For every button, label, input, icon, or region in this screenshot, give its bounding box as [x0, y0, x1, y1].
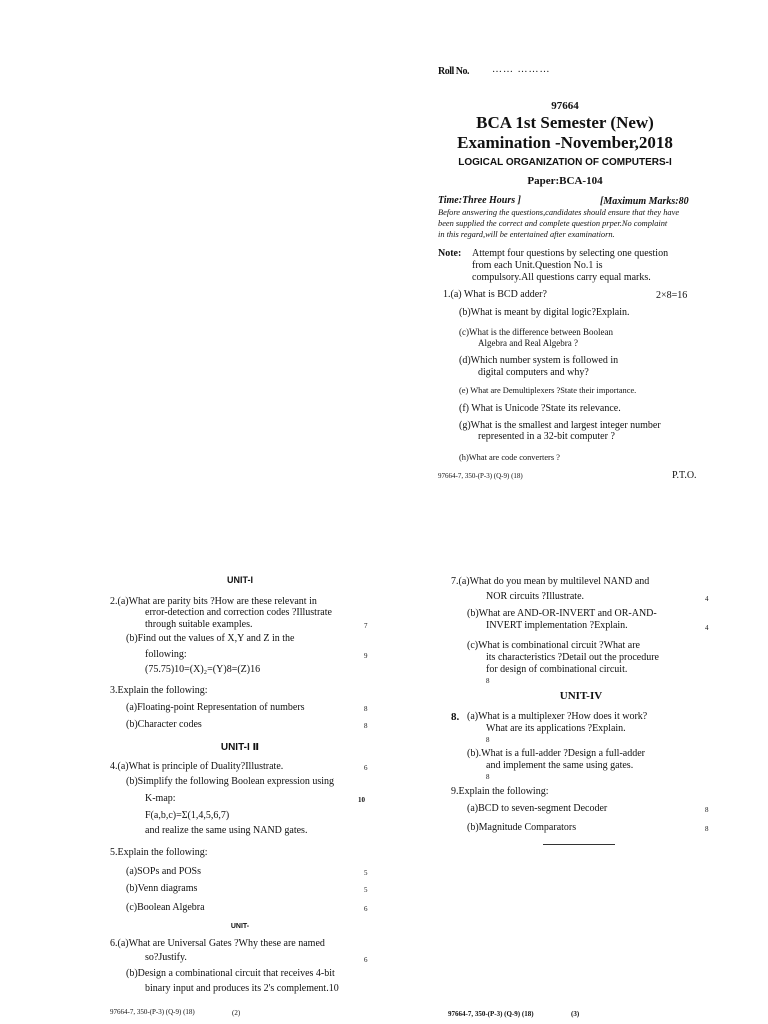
q8b-line2: and implement the same using gates.	[486, 760, 634, 771]
q8-number: 8.	[451, 711, 460, 723]
q1a-marks: 2×8=16	[656, 290, 688, 301]
end-rule	[543, 844, 615, 845]
q9a-marks: 8	[705, 806, 709, 814]
q1b: (b)What is meant by digital logic?Explain.	[459, 307, 630, 318]
q8b-marks: 8	[486, 773, 490, 781]
q2a-line1: 2.(a)What are parity bits ?How are these relevant in	[110, 596, 317, 607]
q6b-line1: (b)Design a combinational circuit that receives 4-bit	[126, 968, 335, 979]
q4b-marks: 10	[358, 796, 365, 804]
q7b-line1: (b)What are AND-OR-INVERT and OR-AND-	[467, 608, 657, 619]
q5b: (b)Venn diagrams	[126, 883, 198, 894]
q7a-line2: NOR circuits ?Illustrate.	[486, 591, 585, 602]
roll-dots: …… ………	[492, 64, 551, 75]
q6a-marks: 6	[364, 956, 368, 964]
time-label: Time:Three Hours ]	[438, 195, 521, 206]
q5: 5.Explain the following:	[110, 847, 208, 858]
exam-title-line2: Examination -November,2018	[457, 133, 673, 152]
page2-footer-code: 97664-7, 350-(P-3) (Q-9) (18)	[110, 1008, 195, 1016]
pto-label: P.T.O.	[672, 470, 697, 481]
q5a: (a)SOPs and POSs	[126, 866, 202, 877]
note-line: Attempt four questions by selecting one question	[472, 248, 669, 259]
unit-4-heading: UNIT-IV	[559, 690, 603, 702]
q8a-marks: 8	[486, 736, 490, 744]
q1g-line2: represented in a 32-bit computer ?	[478, 431, 615, 442]
q1f: (f) What is Unicode ?State its relevance.	[459, 403, 621, 414]
page1-footer-code: 97664-7, 350-(P-3) (Q-9) (18)	[438, 472, 523, 480]
note-line: compulsory.All questions carry equal marks.	[472, 272, 651, 283]
q7b-line2: INVERT implementation ?Explain.	[486, 620, 628, 631]
instruction-line: in this regard,will be entertained after examinatiorn.	[438, 230, 615, 239]
q7b-marks: 4	[705, 624, 709, 632]
q5c: (c)Boolean Algebra	[126, 902, 205, 913]
q9: 9.Explain the following:	[451, 786, 549, 797]
exam-title-line1: BCA 1st Semester (New)	[476, 113, 654, 132]
q5c-marks: 6	[364, 905, 368, 913]
instruction-line: been supplied the correct and complete question prper.No complaint	[438, 219, 668, 228]
q3b: (b)Character codes	[126, 719, 202, 730]
q1c-line1: (c)What is the difference between Boolean	[459, 327, 614, 337]
q2a-marks: 7	[364, 622, 368, 630]
roll-label: Roll No.	[438, 66, 469, 77]
q3a-marks: 8	[364, 705, 368, 713]
q1a: 1.(a) What is BCD adder?	[443, 289, 547, 300]
q2a-line3: through suitable examples.	[145, 619, 253, 630]
note-line: from each Unit.Question No.1 is	[472, 260, 603, 271]
q5b-marks: 5	[364, 886, 368, 894]
q9b-marks: 8	[705, 825, 709, 833]
q7a-marks: 4	[705, 595, 709, 603]
q7c-line3: for design of combinational circuit.	[486, 664, 628, 675]
q1d-line2: digital computers and why?	[478, 367, 589, 378]
q9a: (a)BCD to seven-segment Decoder	[467, 803, 608, 814]
q7c-marks: 8	[486, 677, 490, 685]
note-label: Note:	[438, 248, 462, 259]
max-marks-label: [Maximum Marks:80	[600, 196, 689, 207]
q1c-line2: Algebra and Real Algebra ?	[478, 338, 578, 348]
page2-number: (2)	[232, 1009, 241, 1017]
q4a-marks: 6	[364, 764, 368, 772]
q4b-line2: K-map:	[145, 793, 176, 804]
q6a-line2: so?Justify.	[145, 952, 187, 963]
q7a-line1: 7.(a)What do you mean by multilevel NAND and	[451, 576, 650, 587]
q2b-line2: following:	[145, 649, 187, 660]
unit-1-heading: UNIT-I	[227, 575, 253, 585]
q7c-line2: its characteristics ?Detail out the procedure	[486, 652, 659, 663]
q2a-line2: error-detection and correction codes ?Illustrate	[145, 607, 332, 618]
unit-2-heading: UNIT-I Ⅱ	[220, 742, 260, 753]
q2b-marks: 9	[364, 652, 368, 660]
q3b-marks: 8	[364, 722, 368, 730]
q6a-line1: 6.(a)What are Universal Gates ?Why these are named	[110, 938, 325, 949]
q5a-marks: 5	[364, 869, 368, 877]
q6b-line2: binary input and produces its 2's complement.10	[145, 983, 339, 994]
paper-code: 97664	[551, 100, 579, 112]
q2b-line3: (75.75)10=(X)₂=(Y)8=(Z)16	[145, 664, 261, 675]
paper-number: Paper:BCA-104	[527, 175, 603, 187]
q9b: (b)Magnitude Comparators	[467, 822, 577, 833]
unit-3-heading: UNIT-	[230, 923, 250, 930]
q1d-line1: (d)Which number system is followed in	[459, 355, 619, 366]
q4b-line1: (b)Simplify the following Boolean expression using	[126, 776, 335, 787]
q4a: 4.(a)What is principle of Duality?Illustrate.	[110, 761, 284, 772]
q8b-line1: (b).What is a full-adder ?Design a full-adder	[467, 748, 645, 759]
q2b-line1: (b)Find out the values of X,Y and Z in the	[126, 633, 295, 644]
q1h: (h)What are code converters ?	[459, 453, 560, 462]
q1g-line1: (g)What is the smallest and largest integer number	[459, 420, 661, 431]
page3-number: (3)	[571, 1010, 580, 1018]
q8a-line1: (a)What is a multiplexer ?How does it work?	[467, 711, 648, 722]
q4b-line3: F(a,b,c)=Σ(1,4,5,6,7)	[145, 810, 230, 821]
q1e: (e) What are Demultiplexers ?State their importance.	[459, 386, 637, 395]
q7c-line1: (c)What is combinational circuit ?What are	[467, 640, 640, 651]
q8a-line2: What are its applications ?Explain.	[486, 723, 626, 734]
q4b-line4: and realize the same using NAND gates.	[145, 825, 308, 836]
instruction-line: Before answering the questions,candidates should ensure that they have	[438, 208, 680, 217]
q3: 3.Explain the following:	[110, 685, 208, 696]
page3-footer-code: 97664-7, 350-(P-3) (Q-9) (18)	[448, 1010, 534, 1018]
q3a: (a)Floating-point Representation of numbers	[126, 702, 305, 713]
subject-title: LOGICAL ORGANIZATION OF COMPUTERS-I	[458, 157, 672, 168]
